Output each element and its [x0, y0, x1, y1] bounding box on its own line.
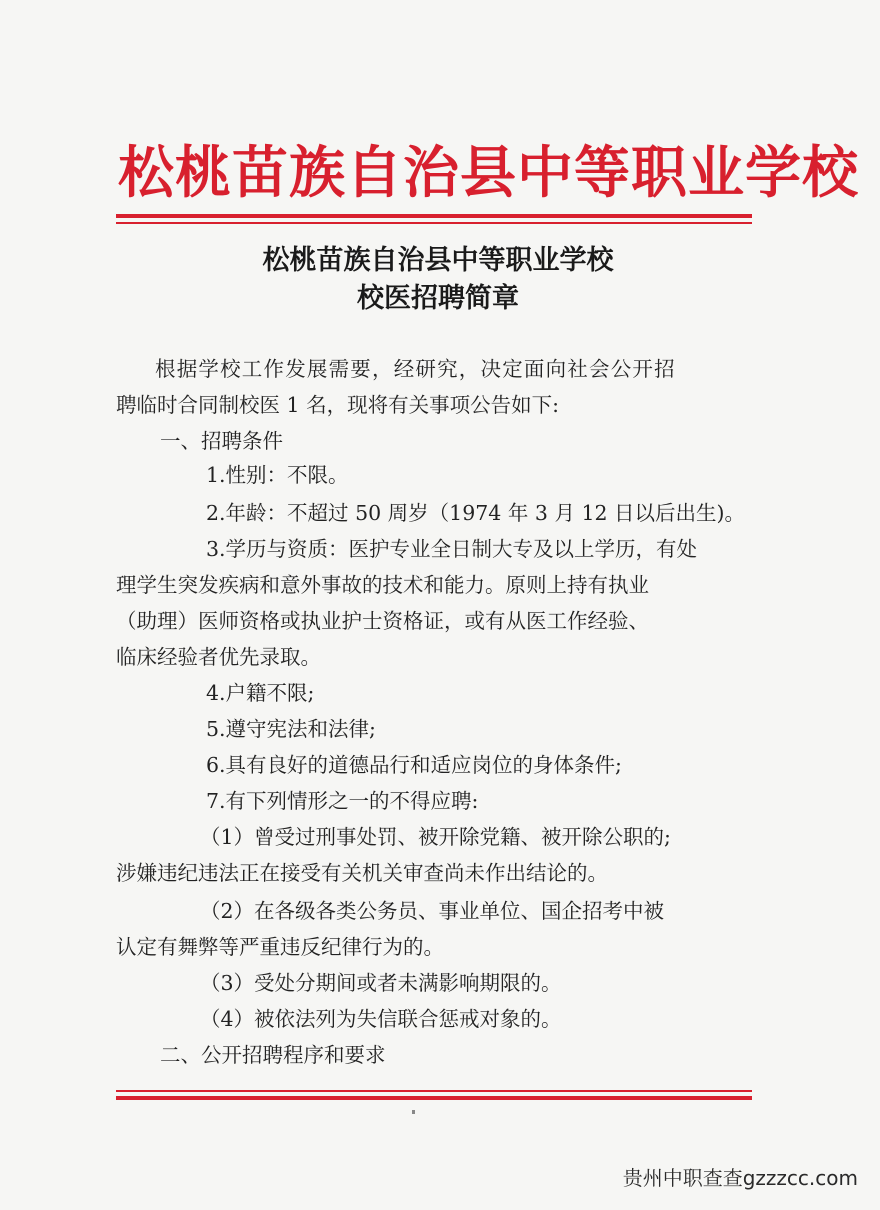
letterhead-rule-thick [116, 214, 752, 218]
document-title-line-1: 松桃苗族自治县中等职业学校 [262, 245, 614, 276]
document-title-line-2: 校医招聘简章 [357, 283, 519, 314]
letterhead-rule-thin [116, 222, 752, 224]
exclusion-1-line-1: （1）曾受过刑事处罚、被开除党籍、被开除公职的; [200, 825, 671, 849]
section-heading-conditions: 一、招聘条件 [160, 429, 283, 453]
condition-exclusions: 7.有下列情形之一的不得应聘: [206, 789, 479, 813]
paper-speck [412, 1110, 415, 1114]
footer-rule-thick [116, 1096, 752, 1100]
condition-age: 2.年龄：不超过 50 周岁（1974 年 3 月 12 日以后出生)。 [206, 501, 746, 525]
section-heading-procedure: 二、公开招聘程序和要求 [160, 1043, 386, 1067]
condition-morality: 6.具有良好的道德品行和适应岗位的身体条件; [206, 753, 622, 777]
exclusion-3: （3）受处分期间或者未满影响期限的。 [200, 971, 562, 995]
exclusion-1-line-2: 涉嫌违纪违法正在接受有关机关审查尚未作出结论的。 [116, 861, 608, 885]
intro-line-2: 聘临时合同制校医 1 名，现将有关事项公告如下: [116, 393, 559, 417]
condition-household: 4.户籍不限; [206, 681, 315, 705]
condition-gender: 1.性别：不限。 [206, 463, 349, 487]
condition-education-line-1: 3.学历与资质：医护专业全日制大专及以上学历，有处 [206, 537, 698, 561]
exclusion-2-line-1: （2）在各级各类公务员、事业单位、国企招考中被 [200, 899, 665, 923]
condition-education-line-4: 临床经验者优先录取。 [116, 645, 321, 669]
exclusion-2-line-2: 认定有舞弊等严重违反纪律行为的。 [116, 935, 444, 959]
condition-education-line-3: （助理）医师资格或执业护士资格证，或有从医工作经验、 [116, 609, 649, 633]
source-watermark: 贵州中职查查gzzzcc.com [622, 1166, 858, 1190]
letterhead-school-name: 松桃苗族自治县中等职业学校 [118, 140, 859, 206]
footer-rule-thin [116, 1090, 752, 1092]
condition-law: 5.遵守宪法和法律; [206, 717, 376, 741]
intro-line-1: 根据学校工作发展需要，经研究，决定面向社会公开招 [155, 357, 676, 381]
exclusion-4: （4）被依法列为失信联合惩戒对象的。 [200, 1007, 562, 1031]
condition-education-line-2: 理学生突发疾病和意外事故的技术和能力。原则上持有执业 [116, 573, 649, 597]
